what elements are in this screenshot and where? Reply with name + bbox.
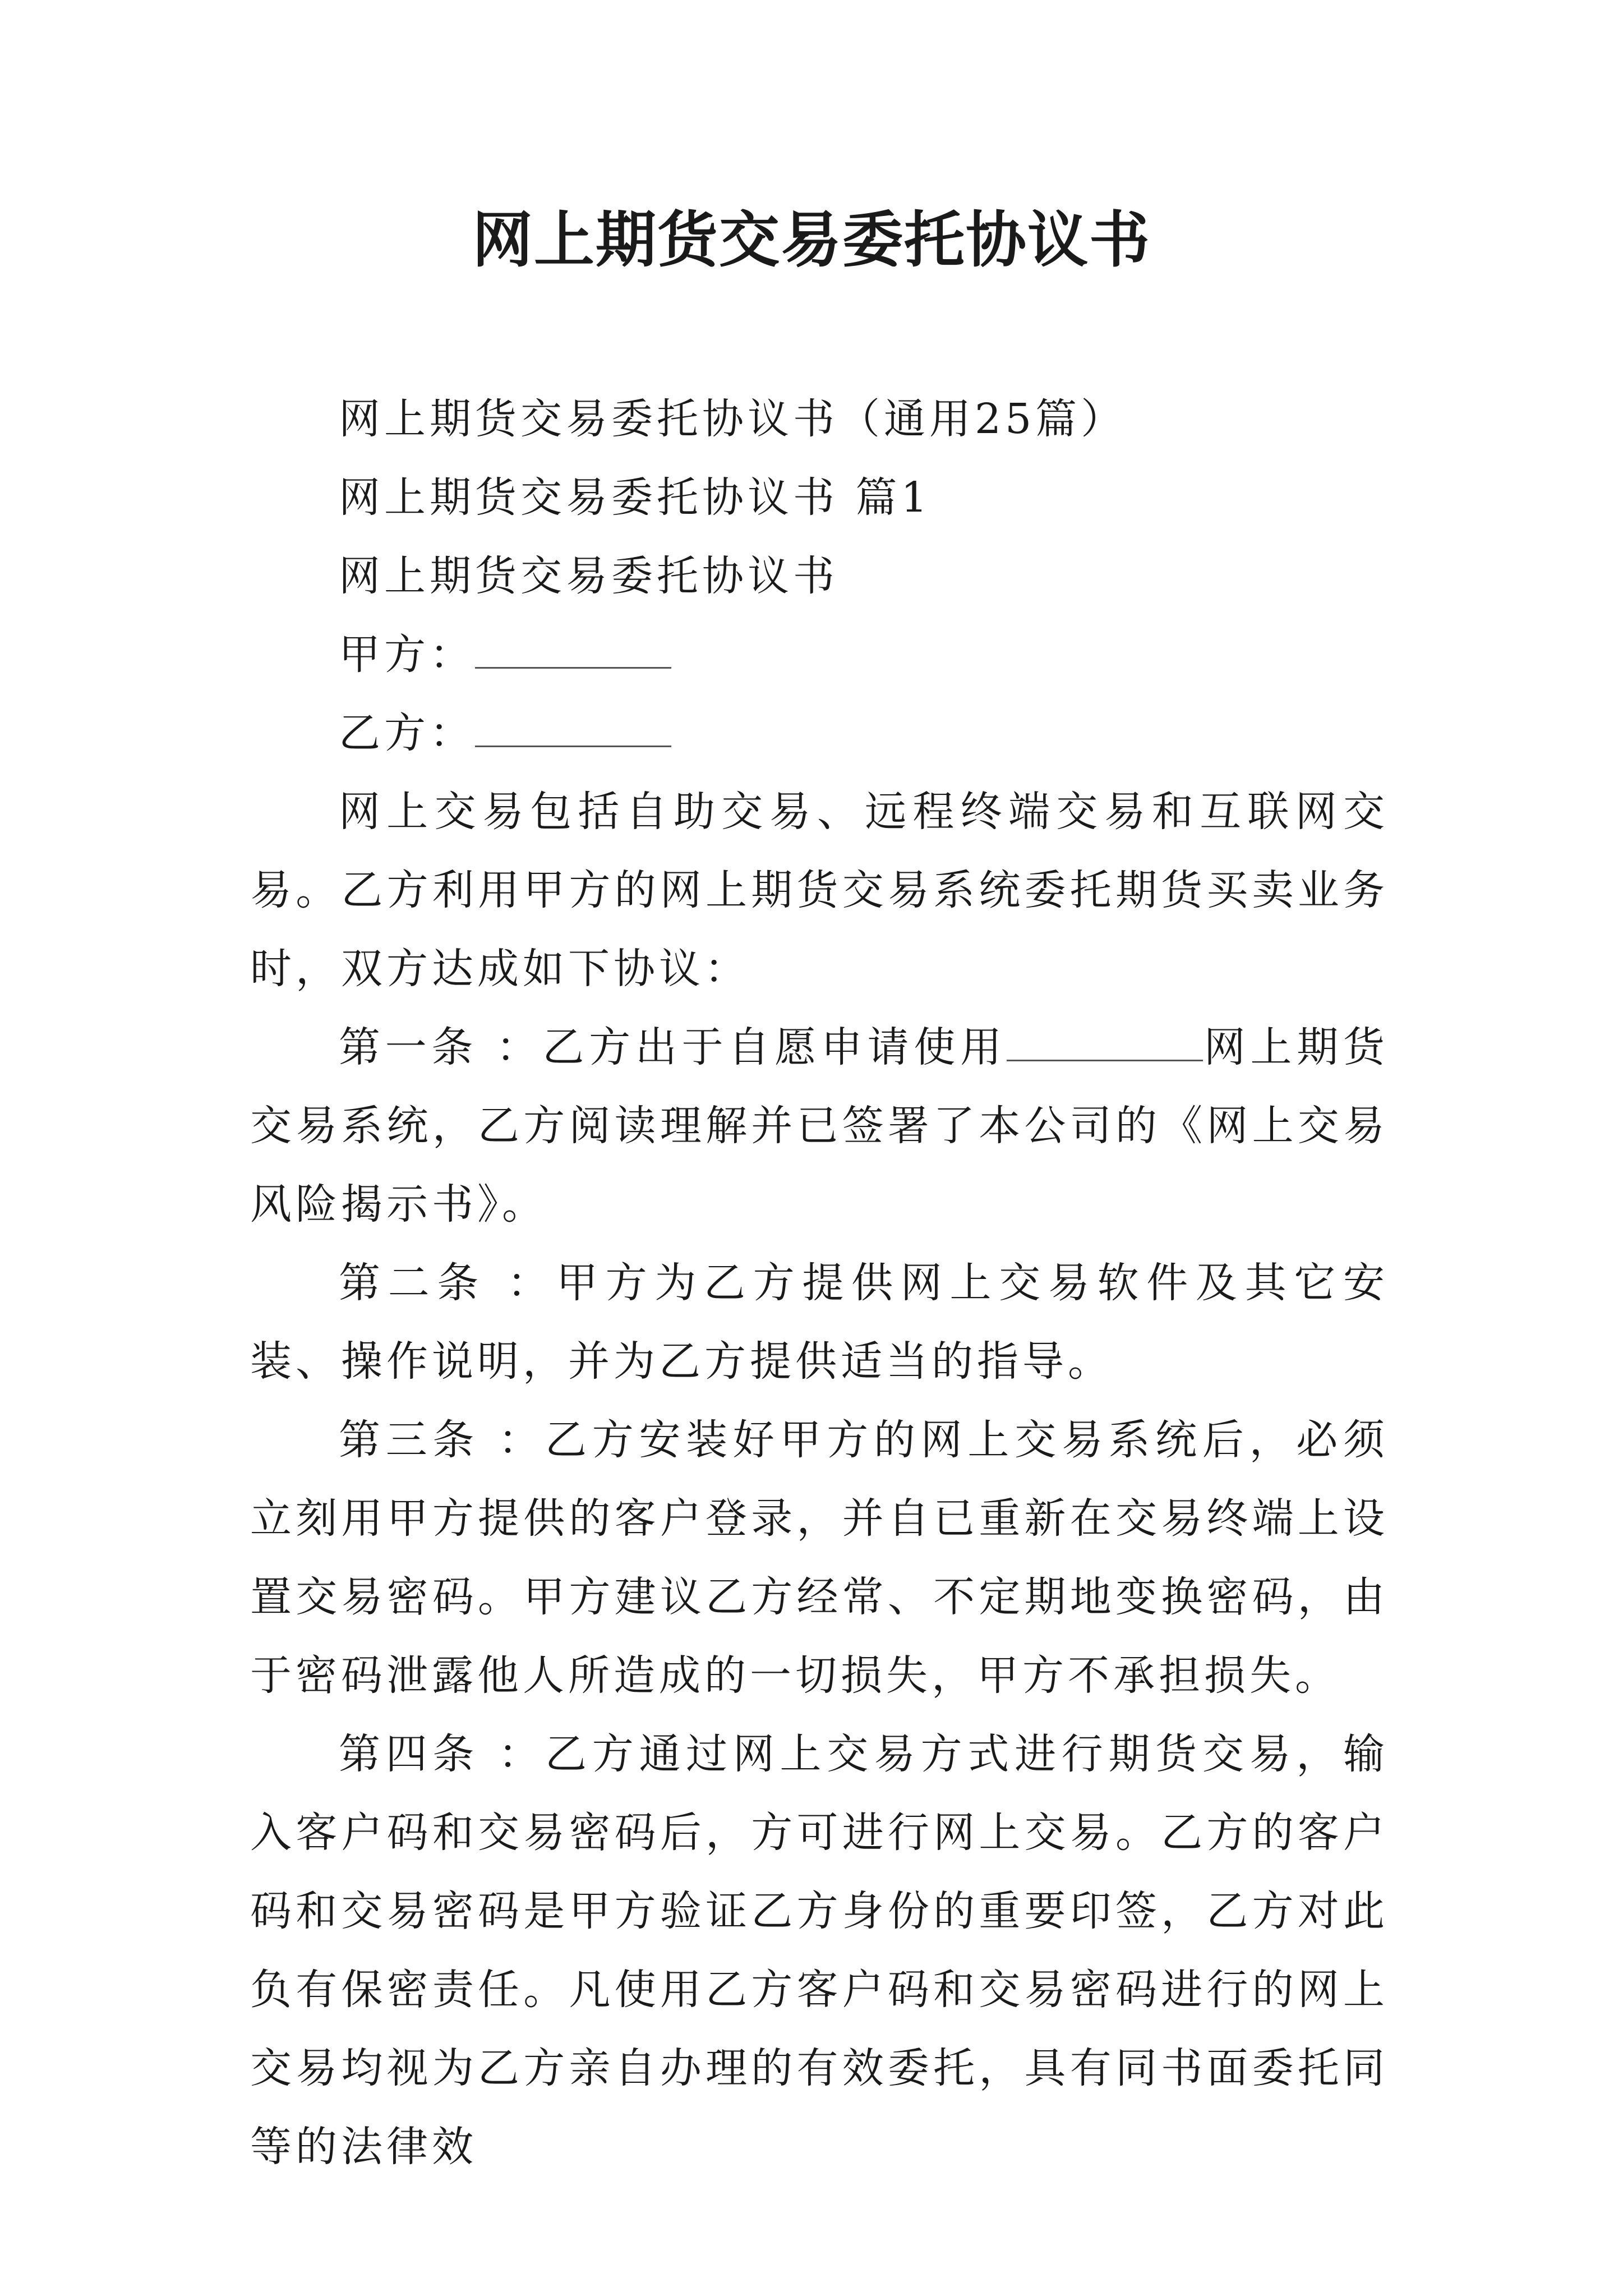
intro-paragraph: 网上交易包括自助交易、远程终端交易和互联网交易。乙方利用甲方的网上期货交易系统委托期货买卖业务时，双方达成如下协议： [250, 788, 1389, 993]
section-heading: 网上期货交易委托协议书 篇1 [339, 473, 932, 522]
party-a-line [250, 615, 1389, 694]
party-b-blank [475, 708, 671, 747]
article-1-suffix: 网上期货交易系统，乙方阅读理解并已签署了本公司的《网上交易风险揭示书》。 [250, 1023, 1389, 1228]
party-b-label: 乙方： [339, 709, 475, 757]
article-1-prefix: 第一条 ：乙方出于自愿申请使用 [339, 1023, 1007, 1071]
article-3-paragraph: 第三条 ：乙方安装好甲方的网上交易系统后，必须立刻用甲方提供的客户登录，并自已重新在交易终端上设置交易密码。甲方建议乙方经常、不定期地变换密码，由于密码泄露他人所造成的一切损失，甲方不承担损失。 [250, 1416, 1389, 1700]
party-a-label: 甲方： [339, 631, 475, 679]
article-1-paragraph [250, 1008, 1389, 1244]
document-body [250, 380, 1389, 2186]
article-4-paragraph: 第四条 ：乙方通过网上交易方式进行期货交易，输入客户码和交易密码后，方可进行网上交易。乙方的客户码和交易密码是甲方验证乙方身份的重要印签，乙方对此负有保密责任。凡使用乙方客户码和交易密码进行的网上交易均视为乙方亲自办理的有效委托，具有同书面委托同等的法律效 [250, 1730, 1389, 2171]
party-b-line [250, 694, 1389, 772]
document-title: 网上期货交易委托协议书 [472, 205, 1151, 275]
agreement-title: 网上期货交易委托协议书 [339, 552, 838, 600]
party-a-blank [475, 630, 671, 669]
collection-title: 网上期货交易委托协议书（通用25篇） [339, 395, 1127, 443]
article-2-paragraph: 第二条 ：甲方为乙方提供网上交易软件及其它安装、操作说明，并为乙方提供适当的指导。 [250, 1259, 1389, 1386]
system-name-blank [1007, 1023, 1203, 1061]
